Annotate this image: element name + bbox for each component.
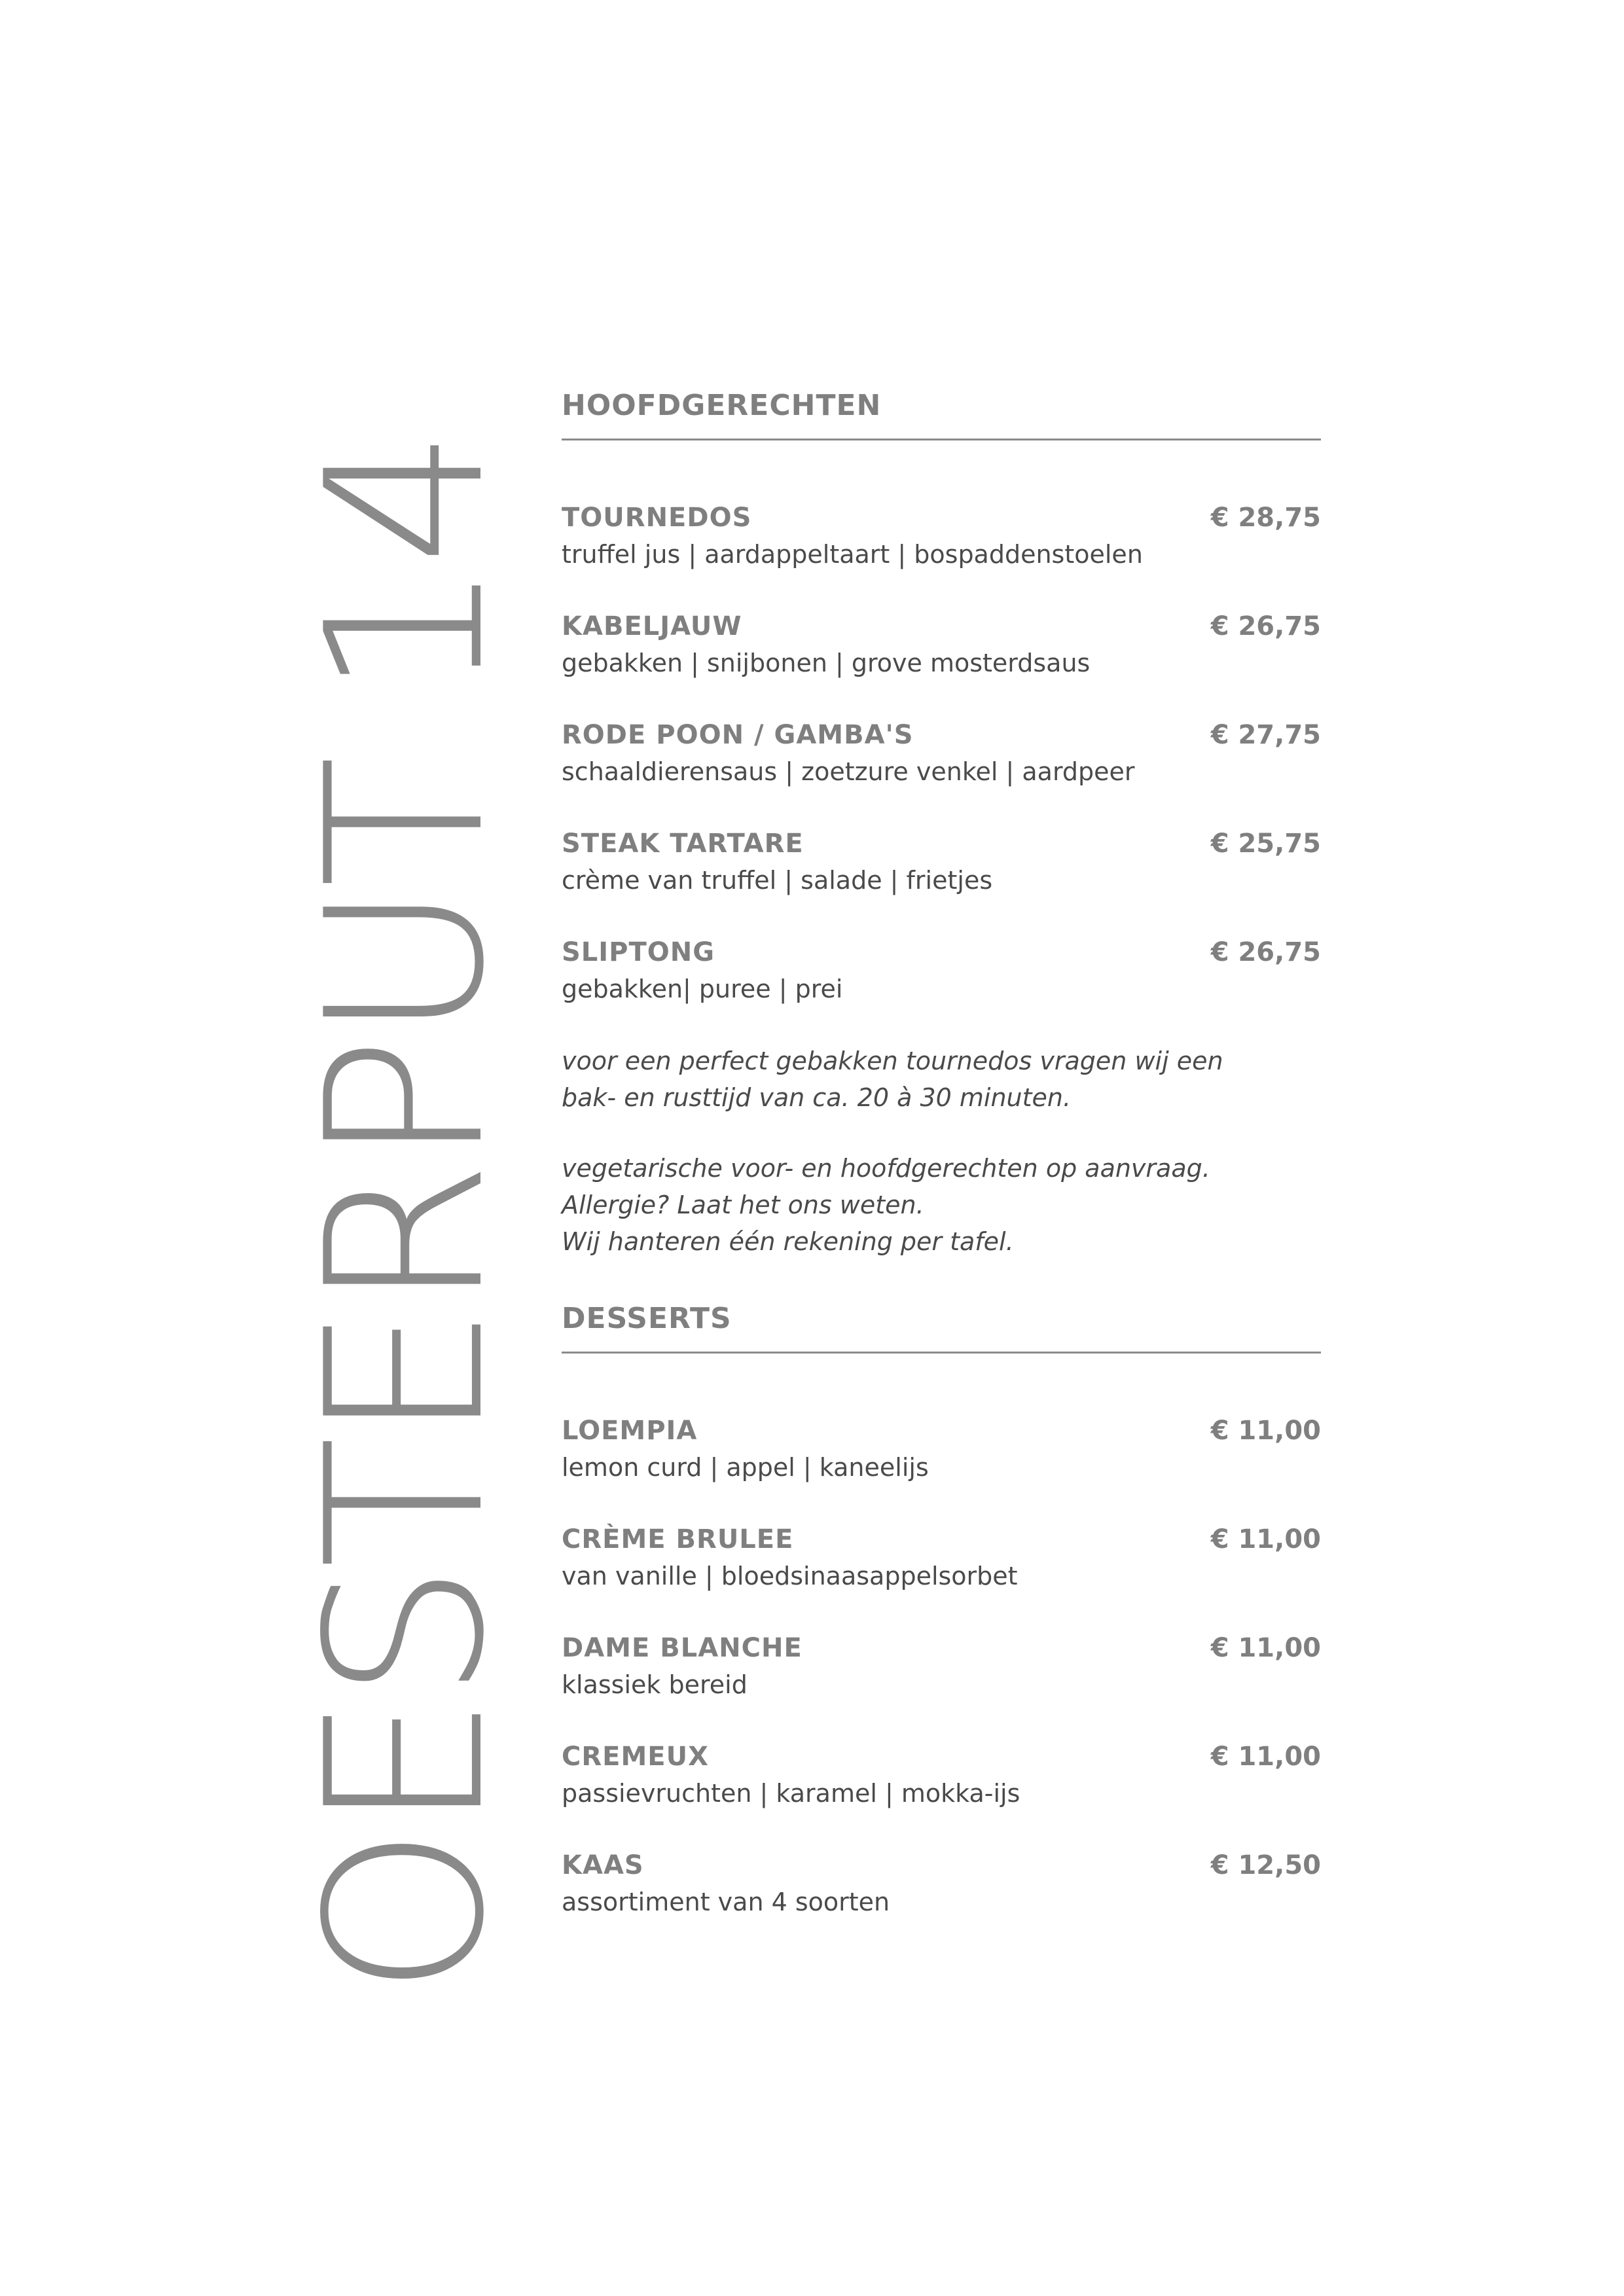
item-description: klassiek bereid: [562, 1670, 748, 1699]
item-name: SLIPTONG: [562, 937, 715, 967]
item-description: assortiment van 4 soorten: [562, 1888, 890, 1916]
item-price: € 11,00: [1210, 1633, 1321, 1663]
item-name: CREMEUX: [562, 1742, 709, 1772]
item-description: truffel jus | aardappeltaart | bospaddenstoelen: [562, 540, 1143, 569]
menu-content: [562, 386, 1321, 1956]
desserts-list: [562, 1412, 1321, 1920]
item-description: schaaldierensaus | zoetzure venkel | aardpeer: [562, 757, 1135, 786]
menu-item: [562, 717, 1321, 790]
menu-item: [562, 1738, 1321, 1812]
item-name: KABELJAUW: [562, 611, 742, 641]
menu-item: [562, 1847, 1321, 1920]
item-name: DAME BLANCHE: [562, 1633, 803, 1663]
item-price: € 11,00: [1210, 1416, 1321, 1446]
menu-item: [562, 1521, 1321, 1594]
item-description: crème van truffel | salade | frietjes: [562, 866, 993, 895]
item-price: € 25,75: [1210, 829, 1321, 859]
section-title-desserts: DESSERTS: [562, 1302, 732, 1335]
note-dietary: vegetarische voor- en hoofdgerechten op aanvraag. Allergie? Laat het ons weten. Wij hanteren één rekening per tafel.: [562, 1154, 1210, 1256]
menu-notes: [562, 1043, 1321, 1260]
brand-vertical: [280, 321, 532, 1996]
item-name: STEAK TARTARE: [562, 829, 804, 859]
item-description: van vanille | bloedsinaasappelsorbet: [562, 1562, 1018, 1590]
main-courses-section: [562, 386, 1321, 1260]
item-description: passievruchten | karamel | mokka-ijs: [562, 1779, 1020, 1808]
item-name: KAAS: [562, 1850, 644, 1880]
menu-item: [562, 499, 1321, 573]
item-description: gebakken | snijbonen | grove mosterdsaus: [562, 649, 1091, 677]
restaurant-name: OESTERPUT 14: [280, 433, 532, 1996]
item-name: CRÈME BRULEE: [562, 1524, 794, 1554]
item-name: RODE POON / GAMBA'S: [562, 720, 914, 750]
section-title-main-courses: HOOFDGERECHTEN: [562, 389, 882, 422]
item-price: € 11,00: [1210, 1742, 1321, 1772]
menu-item: [562, 608, 1321, 681]
item-price: € 12,50: [1210, 1850, 1321, 1880]
menu-item: [562, 825, 1321, 899]
item-price: € 26,75: [1210, 937, 1321, 967]
item-description: lemon curd | appel | kaneelijs: [562, 1453, 929, 1482]
item-price: € 28,75: [1210, 503, 1321, 533]
item-name: LOEMPIA: [562, 1416, 698, 1446]
menu-item: [562, 934, 1321, 1007]
section-divider: [562, 439, 1321, 440]
menu-item: [562, 1630, 1321, 1703]
item-price: € 11,00: [1210, 1524, 1321, 1554]
item-description: gebakken| puree | prei: [562, 975, 843, 1003]
section-divider: [562, 1352, 1321, 1354]
item-name: TOURNEDOS: [562, 503, 752, 533]
menu-item: [562, 1412, 1321, 1486]
note-tournedos: voor een perfect gebakken tournedos vragen wij een bak- en rusttijd van ca. 20 à 30 minuten.: [562, 1047, 1223, 1112]
item-price: € 26,75: [1210, 611, 1321, 641]
desserts-section: [562, 1299, 1321, 1920]
item-price: € 27,75: [1210, 720, 1321, 750]
main-courses-list: [562, 499, 1321, 1007]
